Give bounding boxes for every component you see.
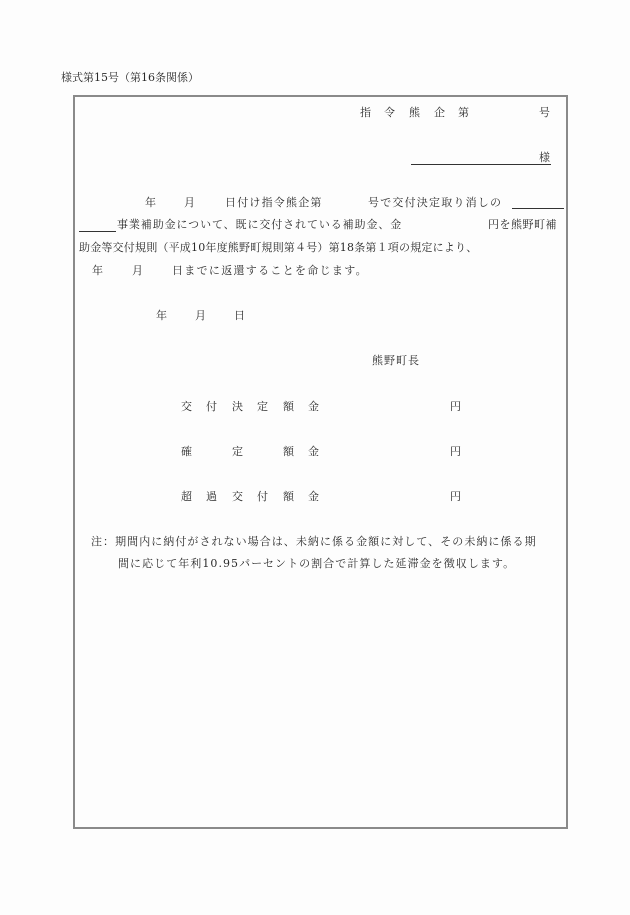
amount-label-char: 付 [206,400,217,413]
amount-label-char: 過 [206,490,217,503]
amount-label-char: 交 [232,490,243,503]
line1-day-text: 日付け指令熊企第 [225,196,323,209]
amount-label-char: 金 [308,445,319,458]
line4-year: 年 [92,264,103,277]
note-line-2: 間に応じて年利10.95パーセントの割合で計算した延滞金を徴収します。 [118,557,516,570]
amount-label-char: 定 [257,400,268,413]
line4-text: 日までに返還することを命じます。 [172,264,368,277]
line2-text-a: 事業補助金について、既に交付されている補助金、金 [117,218,403,231]
line2-text-b: 円を熊野町補 [488,218,557,231]
amount-label-char: 額 [283,490,294,503]
date-month: 月 [195,309,206,322]
date-day: 日 [234,309,245,322]
body-line-3: 助金等交付規則（平成10年度熊野町規則第４号）第18条第１項の規定により、 [79,241,478,254]
notice-number-suffix: 号 [539,106,550,119]
amount-label-char: 超 [181,490,192,503]
line4-month: 月 [132,264,143,277]
date-year: 年 [156,309,167,322]
amount-label-char: 額 [283,400,294,413]
amount-unit: 円 [450,445,461,458]
amount-label-char: 定 [232,445,243,458]
note-line-1: 注：期間内に納付がされない場合は、未納に係る金額に対して、その未納に係る期 [91,535,537,548]
amount-unit: 円 [450,400,461,413]
project-name-blank-line-2 [79,231,116,232]
addressee-suffix: 様 [539,151,550,164]
line1-month: 月 [184,196,195,209]
amount-label-char: 付 [257,490,268,503]
amount-label-char: 金 [308,400,319,413]
notice-char: 令 [384,106,395,119]
notice-char: 熊 [409,106,420,119]
issuer-name: 熊野町長 [372,354,420,367]
amount-label-char: 額 [283,445,294,458]
project-name-blank-line-1 [512,208,564,209]
addressee-blank-line [411,164,551,165]
notice-char: 指 [360,106,371,119]
form-label: 様式第15号（第16条関係） [61,71,199,84]
amount-label-char: 決 [232,400,243,413]
amount-unit: 円 [450,490,461,503]
line1-year: 年 [145,196,156,209]
notice-char: 企 [434,106,445,119]
amount-label-char: 交 [181,400,192,413]
notice-char: 第 [458,106,469,119]
amount-label-char: 金 [308,490,319,503]
amount-label-char: 確 [181,445,192,458]
line1-num-suffix: 号で交付決定取り消しの [368,196,503,209]
